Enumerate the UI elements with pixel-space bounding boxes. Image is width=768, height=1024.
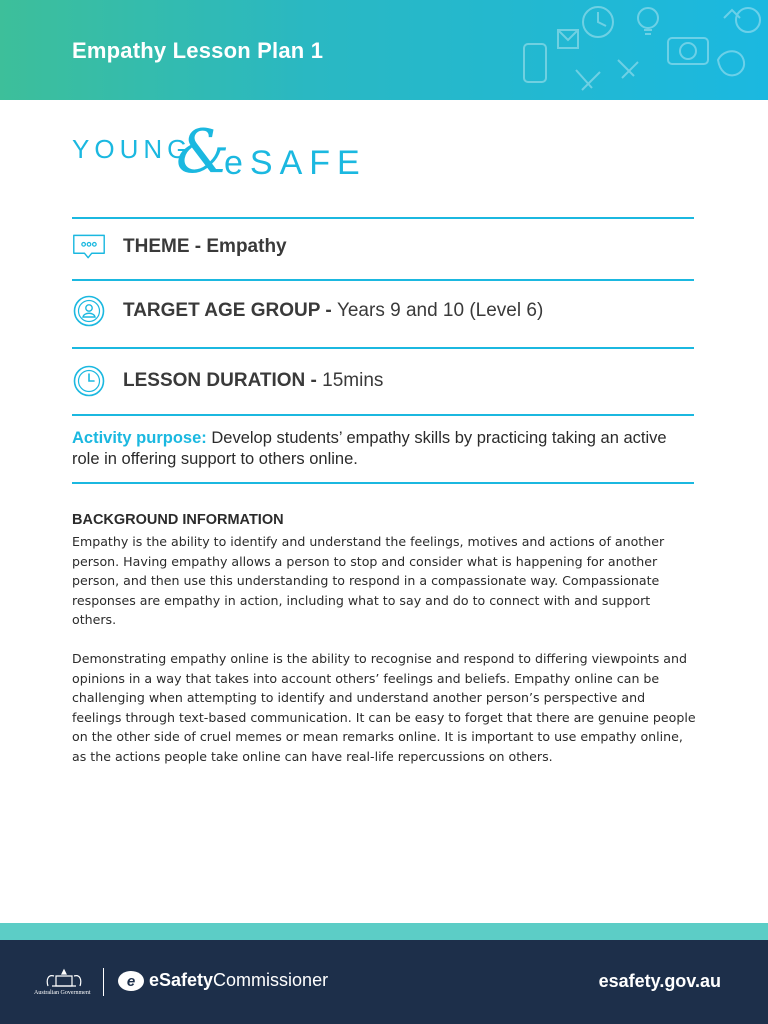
activity-purpose-label: Activity purpose: bbox=[72, 429, 207, 447]
background-heading: BACKGROUND INFORMATION bbox=[72, 512, 284, 528]
footer-divider bbox=[103, 968, 104, 996]
esafety-e-logo-icon bbox=[117, 970, 145, 992]
lesson-duration-row bbox=[72, 361, 694, 401]
divider bbox=[72, 347, 694, 349]
theme-row bbox=[72, 227, 694, 267]
young-and-esafe-logo bbox=[72, 117, 382, 194]
australian-government-text: Australian Government bbox=[34, 990, 91, 996]
esafety-website-link[interactable]: esafety.gov.au bbox=[598, 971, 721, 991]
target-age-row bbox=[72, 291, 694, 331]
page-header bbox=[0, 0, 768, 100]
logo-ampersand: & bbox=[176, 117, 230, 187]
background-paragraph-1: Empathy is the ability to identify and understand the feelings, motives and actions of another person. Having empathy allows a person to stop and consider what is happening for another person, and then use this understanding to respond in a compassionate way. Compassionate responses are empathy in action, including what to say and do to connect with and support others. bbox=[72, 534, 665, 627]
lesson-duration-value: 15mins bbox=[322, 370, 384, 391]
logo-word-young: YOUNG bbox=[72, 134, 193, 164]
activity-purpose-text: Develop students’ empathy skills by practicing taking an active role in offering support to others online. bbox=[72, 429, 667, 468]
divider bbox=[72, 279, 694, 281]
page-title: Empathy Lesson Plan 1 bbox=[72, 38, 324, 63]
background-paragraph-2: Demonstrating empathy online is the ability to recognise and respond to differing viewpoints and opinions in a way that takes into account others’ feelings and beliefs. Empathy online can be challenging when attempting to identify and understand another person’s perspective and feelings through text-based communication. It can be easy to forget that there are genuine people on the other side of cruel memes or mean remarks online. It is important to use empathy online, as the actions people take online can have real-life repercussions on others. bbox=[72, 651, 696, 764]
theme-label: THEME - Empathy bbox=[123, 236, 287, 257]
logo-word-esafe: eSAFE bbox=[224, 144, 367, 182]
target-age-value: Years 9 and 10 (Level 6) bbox=[336, 300, 544, 321]
speech-bubble-icon bbox=[72, 230, 106, 264]
divider bbox=[72, 482, 694, 484]
svg-text:e: e bbox=[126, 973, 136, 990]
esafety-commissioner-name: eSafetyCommissioner bbox=[149, 970, 329, 990]
divider bbox=[72, 217, 694, 219]
lesson-duration-label: LESSON DURATION - 15mins bbox=[123, 370, 384, 391]
footer-stripe bbox=[0, 923, 768, 940]
target-age-label: TARGET AGE GROUP - Years 9 and 10 (Level 6) bbox=[123, 300, 544, 321]
activity-purpose bbox=[72, 428, 694, 470]
page-footer bbox=[0, 940, 768, 1024]
person-icon bbox=[72, 294, 106, 328]
doodle-pattern-icon bbox=[518, 0, 768, 100]
divider bbox=[72, 414, 694, 416]
clock-icon bbox=[72, 364, 106, 398]
